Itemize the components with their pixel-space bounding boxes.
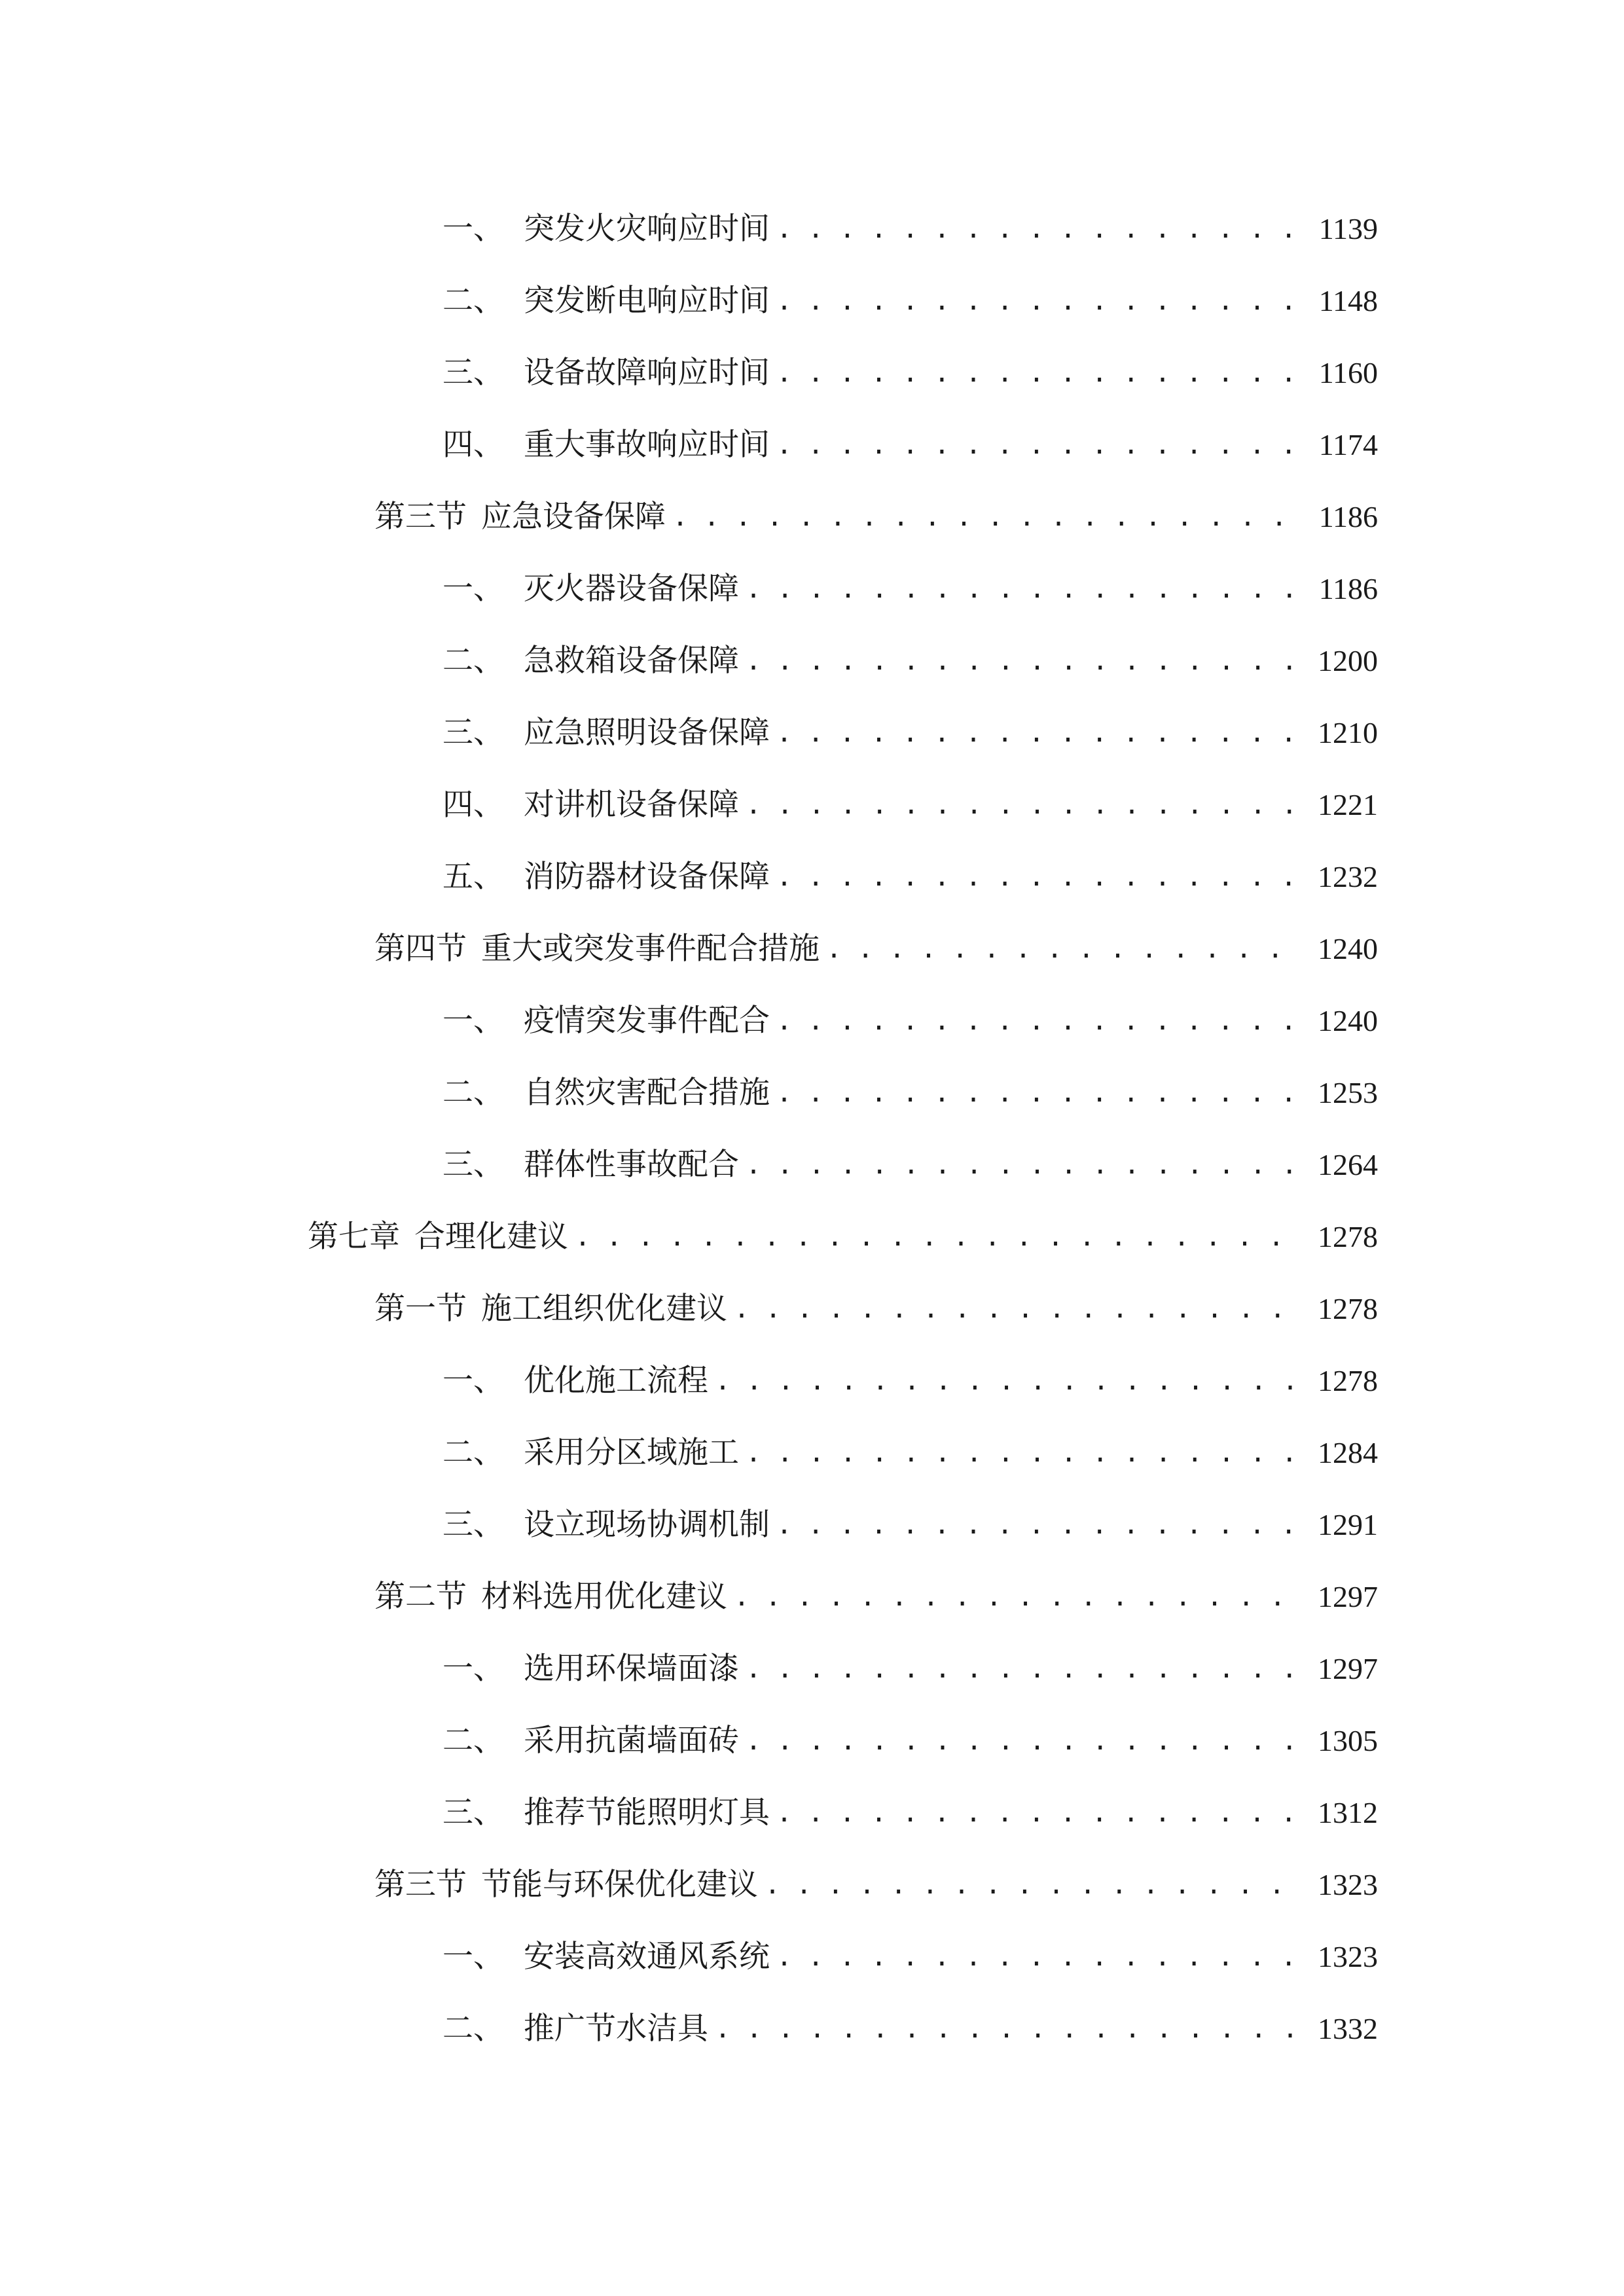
dot-leader (672, 488, 1301, 547)
dot-leader (776, 704, 1301, 762)
page-number: 1297 (1318, 1580, 1378, 1613)
section-number: 第三节 (374, 1867, 467, 1903)
toc-entry-section[interactable] (0, 1856, 1378, 1914)
entry-title: 重大或突发事件配合措施 (481, 931, 820, 967)
dot-leader (575, 1208, 1301, 1266)
entry-number: 五、 (442, 859, 504, 895)
entry-title: 优化施工流程 (524, 1363, 708, 1399)
page-number: 1253 (1318, 1076, 1378, 1109)
toc-entry[interactable] (0, 848, 1378, 906)
toc-entry-section[interactable] (0, 920, 1378, 978)
dot-leader (776, 1064, 1301, 1122)
toc-entry-section[interactable] (0, 1280, 1378, 1338)
toc-entry[interactable] (0, 1424, 1378, 1482)
dot-leader (746, 632, 1301, 691)
dot-leader (734, 1280, 1301, 1338)
dot-leader (715, 1352, 1301, 1410)
page-number: 1278 (1318, 1220, 1378, 1253)
toc-entry[interactable] (0, 632, 1378, 691)
page-number: 1160 (1318, 356, 1378, 389)
entry-title: 重大事故响应时间 (524, 427, 770, 463)
page-number: 1332 (1318, 2012, 1378, 2045)
page-number: 1323 (1318, 1868, 1378, 1901)
entry-title: 对讲机设备保障 (524, 787, 739, 823)
toc-entry-chapter[interactable] (0, 1208, 1378, 1266)
toc-entry[interactable] (0, 992, 1378, 1050)
entry-title: 设立现场协调机制 (524, 1507, 770, 1543)
page-number: 1210 (1318, 716, 1378, 749)
dot-leader (776, 1496, 1301, 1554)
entry-title: 疫情突发事件配合 (524, 1003, 770, 1039)
toc-entry[interactable] (0, 704, 1378, 762)
entry-number: 一、 (442, 211, 504, 247)
entry-title: 安装高效通风系统 (524, 1939, 770, 1975)
page-number: 1148 (1318, 284, 1378, 317)
dot-leader (776, 416, 1301, 475)
toc-entry-section[interactable] (0, 488, 1378, 547)
toc-entry[interactable] (0, 776, 1378, 834)
page-number: 1278 (1318, 1292, 1378, 1325)
dot-leader (776, 200, 1301, 259)
dot-leader (746, 1424, 1301, 1482)
entry-number: 一、 (442, 1003, 504, 1039)
toc-entry-section[interactable] (0, 1568, 1378, 1626)
toc-entry[interactable] (0, 1784, 1378, 1842)
page-number: 1174 (1318, 428, 1378, 461)
section-number: 第四节 (374, 931, 467, 967)
dot-leader (776, 1784, 1301, 1842)
entry-number: 四、 (442, 787, 504, 823)
entry-number: 二、 (442, 1075, 504, 1111)
page-number: 1139 (1318, 212, 1378, 245)
page-number: 1278 (1318, 1364, 1378, 1397)
toc-entry[interactable] (0, 1640, 1378, 1698)
entry-number: 三、 (442, 715, 504, 751)
toc-entry[interactable] (0, 560, 1378, 619)
entry-number: 二、 (442, 1723, 504, 1759)
entry-number: 四、 (442, 427, 504, 463)
entry-number: 二、 (442, 2011, 504, 2047)
dot-leader (746, 776, 1301, 834)
page-number: 1297 (1318, 1652, 1378, 1685)
entry-number: 二、 (442, 283, 504, 319)
entry-title: 急救箱设备保障 (524, 643, 739, 679)
page-number: 1305 (1318, 1724, 1378, 1757)
dot-leader (765, 1856, 1301, 1914)
dot-leader (734, 1568, 1301, 1626)
entry-title: 推荐节能照明灯具 (524, 1795, 770, 1831)
section-number: 第二节 (374, 1579, 467, 1615)
section-number: 第一节 (374, 1291, 467, 1327)
page-number: 1186 (1318, 572, 1378, 605)
dot-leader (746, 1712, 1301, 1770)
toc-entry[interactable] (0, 1352, 1378, 1410)
toc-entry[interactable] (0, 1496, 1378, 1554)
entry-title: 施工组织优化建议 (481, 1291, 727, 1327)
entry-number: 一、 (442, 1363, 504, 1399)
entry-number: 二、 (442, 1435, 504, 1471)
dot-leader (715, 2000, 1301, 2058)
entry-number: 一、 (442, 571, 504, 607)
dot-leader (746, 1640, 1301, 1698)
entry-number: 一、 (442, 1651, 504, 1687)
dot-leader (746, 1136, 1301, 1194)
entry-number: 三、 (442, 1147, 504, 1183)
entry-title: 群体性事故配合 (524, 1147, 739, 1183)
dot-leader (776, 992, 1301, 1050)
dot-leader (776, 272, 1301, 331)
page-number: 1323 (1318, 1940, 1378, 1973)
toc-entry[interactable] (0, 1712, 1378, 1770)
dot-leader (776, 344, 1301, 403)
dot-leader (746, 560, 1301, 619)
chapter-number: 第七章 (308, 1219, 400, 1255)
page-number: 1200 (1318, 644, 1378, 677)
toc-entry[interactable] (0, 200, 1378, 259)
page-number: 1284 (1318, 1436, 1378, 1469)
entry-title: 材料选用优化建议 (481, 1579, 727, 1615)
toc-entry[interactable] (0, 1064, 1378, 1122)
entry-title: 节能与环保优化建议 (481, 1867, 758, 1903)
dot-leader (826, 920, 1301, 978)
toc-entry[interactable] (0, 1928, 1378, 1986)
page-number: 1291 (1318, 1508, 1378, 1541)
entry-title: 设备故障响应时间 (524, 355, 770, 391)
entry-title: 应急照明设备保障 (524, 715, 770, 751)
toc-entry[interactable] (0, 1136, 1378, 1194)
entry-title: 选用环保墙面漆 (524, 1651, 739, 1687)
entry-number: 二、 (442, 643, 504, 679)
page-number: 1312 (1318, 1796, 1378, 1829)
entry-title: 合理化建议 (414, 1219, 568, 1255)
page-number: 1221 (1318, 788, 1378, 821)
page-number: 1240 (1318, 932, 1378, 965)
page-number: 1264 (1318, 1148, 1378, 1181)
section-number: 第三节 (374, 499, 467, 535)
dot-leader (776, 848, 1301, 906)
page-number: 1232 (1318, 860, 1378, 893)
page-number: 1186 (1318, 500, 1378, 533)
entry-title: 突发火灾响应时间 (524, 211, 770, 247)
entry-number: 三、 (442, 1507, 504, 1543)
entry-title: 突发断电响应时间 (524, 283, 770, 319)
toc-entry[interactable] (0, 416, 1378, 475)
entry-title: 推广节水洁具 (524, 2011, 708, 2047)
toc-entry[interactable] (0, 272, 1378, 331)
page-number: 1240 (1318, 1004, 1378, 1037)
toc-entry[interactable] (0, 2000, 1378, 2058)
entry-title: 采用抗菌墙面砖 (524, 1723, 739, 1759)
toc-entry[interactable] (0, 344, 1378, 403)
dot-leader (776, 1928, 1301, 1986)
entry-title: 采用分区域施工 (524, 1435, 739, 1471)
entry-number: 三、 (442, 355, 504, 391)
entry-title: 消防器材设备保障 (524, 859, 770, 895)
entry-title: 灭火器设备保障 (524, 571, 739, 607)
entry-title: 自然灾害配合措施 (524, 1075, 770, 1111)
entry-number: 一、 (442, 1939, 504, 1975)
entry-title: 应急设备保障 (481, 499, 666, 535)
entry-number: 三、 (442, 1795, 504, 1831)
